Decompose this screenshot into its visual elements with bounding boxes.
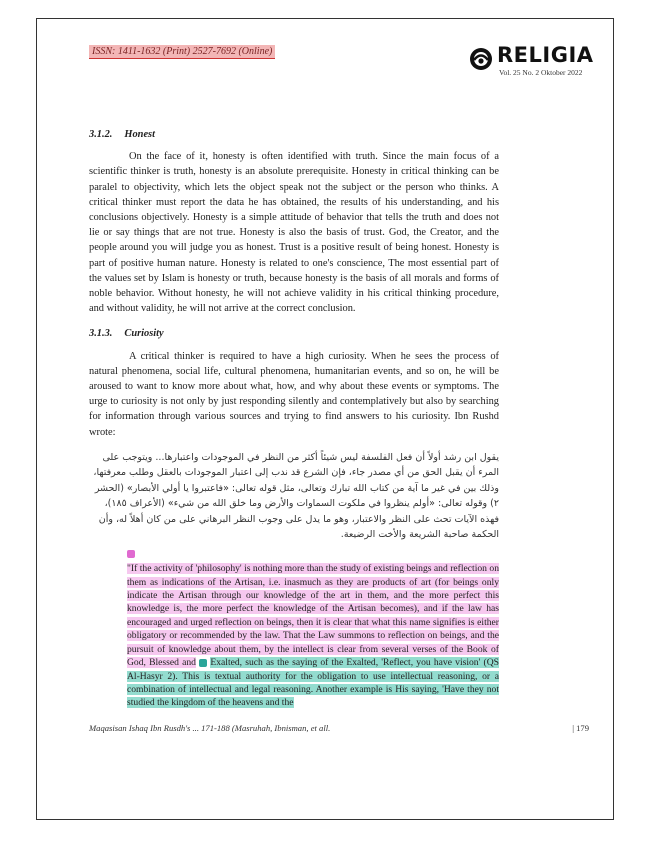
page-content — [89, 127, 499, 710]
comment-marker-icon[interactable] — [127, 550, 135, 558]
paragraph-honest: On the face of it, honesty is often identified with truth. Since the main focus of a scientific thinker is truth, honesty is an absolute prerequisite. Honesty in critical thinking can be paralel to objectivity, which lets the object speak not the subject or the person who thinks. A critical thinker must report the data he has obtained, the results of his understanding, and his conclusions objectively. Honesty is a simple attitude of behavior that tells the truth and does not lie or say things that are not true. Honesty is also the basis of trust. God, the Creator, and the people around you will judge you as honest. Trust is a positive result of being honest. Honesty is part of positive human nature. Honesty is related to one's conscience, The most essential part of the values set by Islam is honesty or truth, because honesty is the basis of all morals and forms of noble behavior. Without honesty, he will not achieve validity in his critical thinking procedure, and without validity, he will not arrive at the correct conclusion. — [89, 151, 499, 315]
section-number: 3.1.2. — [89, 129, 113, 140]
block-quote — [127, 549, 499, 710]
journal-name: RELIGIA — [497, 43, 594, 67]
document-page — [36, 18, 614, 820]
journal-logo — [469, 41, 594, 81]
section-heading-honest — [89, 127, 499, 142]
footer-citation: Maqasisan Ishaq Ibn Rusdh's ... 171-188 (Masruhah, Ibnisman, et all. — [89, 723, 331, 733]
issn-label: ISSN: 1411-1632 (Print) 2527-7692 (Online) — [89, 45, 275, 59]
section-title: Honest — [124, 129, 155, 140]
section-number: 3.1.3. — [89, 328, 113, 340]
highlight-pink[interactable]: "If the activity of 'philosophy' is nothing more than the study of existing beings and reflection on them as indications of the Artisan, i.e. inasmuch as they are products of art (for beings only indicate the Artisan through our knowledge of the art in them, and the more perfect this knowledge is, the more perfect the knowledge of the Artisan becomes), and if the law has encouraged and urged reflection on beings, then it is clear that what this name signifies is either obligatory or recommended by the law. That the Law summons to reflection on beings, and the pursuit of knowledge about them, by the intellect is clear from several verses of the Book of God, Blessed and — [127, 563, 499, 669]
paragraph-curiosity: A critical thinker is required to have a high curiosity. When he sees the process of natural phenomena, social life, cultural phenomena, humanitarian events, and so on, he will be aroused to want to know more about what, how, and why about these events or symptoms. The urge to curiosity is not only by just responding silently and contemplatively but also by searching for information through various sources and trying to find answers to his curiosity. Ibn Rushd wrote: — [89, 350, 499, 438]
page-footer — [89, 723, 589, 733]
religia-logo-icon — [469, 47, 493, 71]
section-heading-curiosity — [89, 326, 499, 341]
section-title: Curiosity — [124, 328, 164, 340]
highlight-teal[interactable]: Exalted, such as the saying of the Exalted, 'Reflect, you have vision' (QS Al-Hasyr 2). This is textual authority for the obligation to use intellectual reasoning, or a combination of intellectual and legal reasoning. Another example is His saying, 'Have they not studied the kingdom of the heavens and the — [127, 657, 499, 709]
page-number: | 179 — [572, 723, 589, 733]
arabic-quote: يقول ابن رشد أولاً أن فعل الفلسفة ليس شيئاً أكثر من النظر في الموجودات واعتبارها... ويتوجب على المرء أن يقبل الحق من أي مصدر جاء، فإن الشرع قد ندب إلى اعتبار الموجودات بالعقل وطلب معرفتها، وذلك بين في غير ما آية من كتاب الله تبارك وتعالى، مثل قوله تعالى: «فاعتبروا يا أولي الأبصار» (الحشر ٢) وقوله تعالى: «أولم ينظروا في ملكوت السماوات والأرض وما خلق الله من شيء» (الأعراف ١٨٥)، فهذه الآيات تحث على النظر والاعتبار، وهو ما يدل على وجوب النظر البرهاني على من كان أهلاً له، وأن الحكمة صاحبة الشريعة والأخت الرضيعة. — [93, 451, 499, 541]
comment-anchor-icon[interactable] — [199, 659, 207, 667]
journal-volume: Vol. 25 No. 2 Oktober 2022 — [499, 68, 583, 77]
